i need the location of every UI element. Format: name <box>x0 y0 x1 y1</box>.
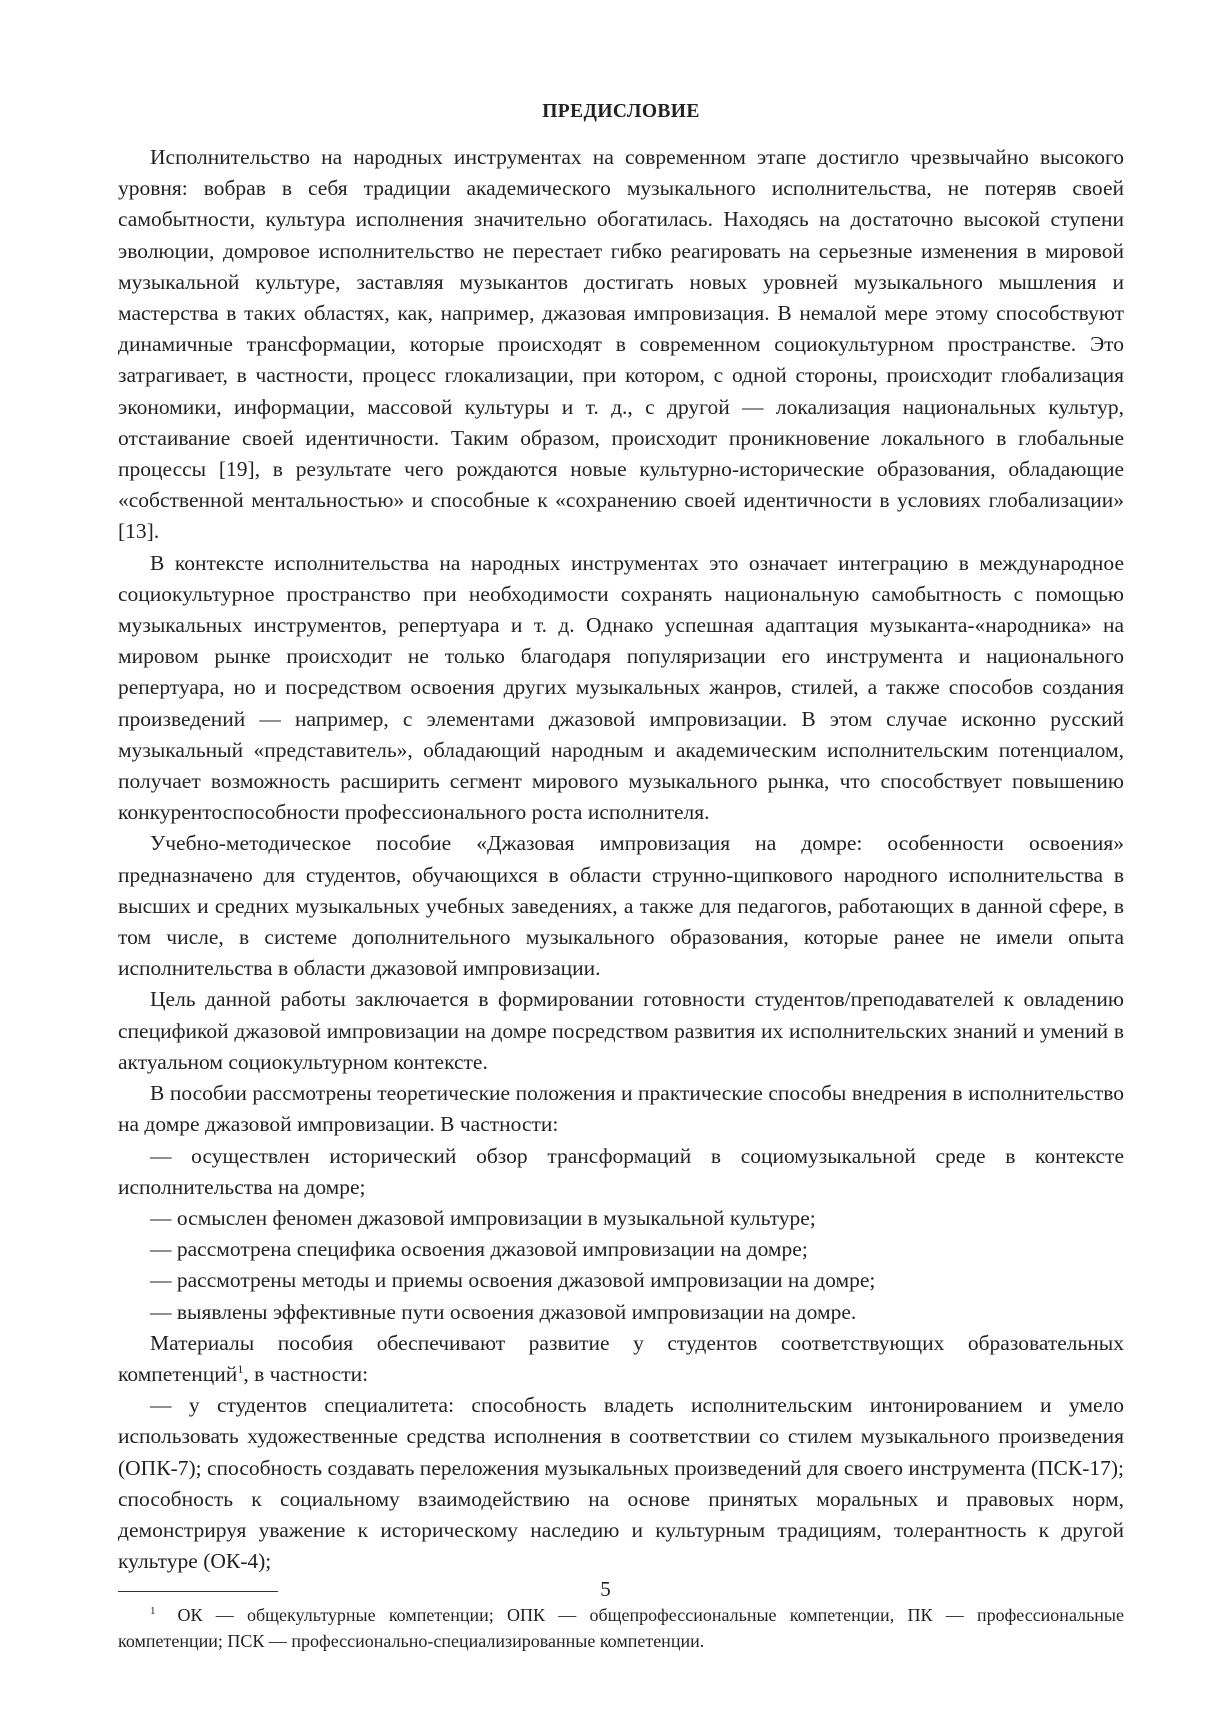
paragraph-specialist: — у студентов специалитета: способность владеть исполнительским интонированием и умело использовать художественные средства исполнения в соответствии со стилем музыкального произведения (ОПК-7); способность создавать переложения музыкальных произведений для своего инструмента (ПСК-17); способность к социальному взаимодействию на основе принятых моральных и правовых норм, демонстрируя уважение к историческому наследию и культурным традициям, толерантность к другой культуре (ОК-4); <box>118 1393 1124 1574</box>
paragraph-contents: В пособии рассмотрены теоретические положения и практические способы внедрения в исполнительство на домре джазовой импровизации. В частности: <box>118 1081 1124 1137</box>
paragraph-materials <box>118 1328 1124 1390</box>
list-item: — осмыслен феномен джазовой импровизации в музыкальной культуре; <box>150 1205 816 1230</box>
paragraph-goal: Цель данной работы заключается в формировании готовности студентов/преподавателей к овладению спецификой джазовой импровизации на домре посредством развития их исполнительских знаний и умений в актуальном социокультурном контексте. <box>118 987 1124 1074</box>
footnote-ref: 1 <box>237 1361 244 1376</box>
page-content <box>118 98 1124 1654</box>
footnote-text: ОК — общекультурные компетенции; ОПК — общепрофессиональные компетенции, ПК — профессиональные компетенции; ПСК — профессионально-специализированные компетенции. <box>118 1605 1124 1652</box>
paragraph-context: В контексте исполнительства на народных инструментах это означает интеграцию в международное социокультурное пространство при необходимости сохранять национальную самобытность с помощью музыкальных инструментов, репертуара и т. д. Однако успешная адаптация музыканта-«народника» на мировом рынке происходит не только благодаря популяризации его инструмента и национального репертуара, но и посредством освоения других музыкальных жанров, стилей, а также способов создания произведений — например, с элементами джазовой импровизации. В этом случае исконно русский музыкальный «представитель», обладающий народным и академическим исполнительским потенциалом, получает возможность расширить сегмент мирового музыкального рынка, что способствует повышению конкурентоспособности профессионального роста исполнителя. <box>118 550 1124 825</box>
materials-text: Материалы пособия обеспечивают развитие у студентов соответствующих образовательных компетенций <box>118 1330 1124 1386</box>
list-item: — осуществлен исторический обзор трансформаций в социомузыкальной среде в контексте исполнительства на домре; <box>118 1143 1124 1199</box>
footnote <box>118 1602 1124 1654</box>
list-item: — рассмотрены методы и приемы освоения джазовой импровизации на домре; <box>150 1268 876 1293</box>
page-title: ПРЕДИСЛОВИЕ <box>542 101 700 122</box>
list-item: — выявлены эффективные пути освоения джазовой импровизации на домре. <box>150 1299 857 1324</box>
footnote-number: 1 <box>150 1605 156 1618</box>
list-item: — рассмотрена специфика освоения джазовой импровизации на домре; <box>150 1237 808 1262</box>
contents-list <box>118 1141 1124 1328</box>
paragraph-intro: Исполнительство на народных инструментах на современном этапе достигло чрезвычайно высокого уровня: вобрав в себя традиции академического музыкального исполнительства, не потеряв своей самобытности, культура исполнения значительно обогатилась. Находясь на достаточно высокой ступени эволюции, домровое исполнительство не перестает гибко реагировать на серьезные изменения в мировой музыкальной культуре, заставляя музыкантов достигать новых уровней музыкального мышления и мастерства в таких областях, как, например, джазовая импровизация. В немалой мере этому способствуют динамичные трансформации, которые происходят в современном социокультурном пространстве. Это затрагивает, в частности, процесс глокализации, при котором, с одной стороны, происходит глобализация экономики, информации, массовой культуры и т. д., с другой — локализация национальных культур, отстаивание своей идентичности. Таким образом, происходит проникновение локального в глобальные процессы [19], в результате чего рождаются новые культурно-исторические образования, обладающие «собственной ментальностью» и способные к «сохранению своей идентичности в условиях глобализации» [13]. <box>118 145 1124 544</box>
page-number: 5 <box>600 1577 611 1601</box>
materials-text-tail: , в частности: <box>243 1361 369 1386</box>
paragraph-purpose: Учебно-методическое пособие «Джазовая импровизация на домре: особенности освоения» предназначено для студентов, обучающихся в области струнно-щипкового народного исполнительства в высших и средних музыкальных учебных заведениях, а также для педагогов, работающих в данной сфере, в том числе, в системе дополнительного музыкального образования, которые ранее не имели опыта исполнительства в области джазовой импровизации. <box>118 831 1124 981</box>
